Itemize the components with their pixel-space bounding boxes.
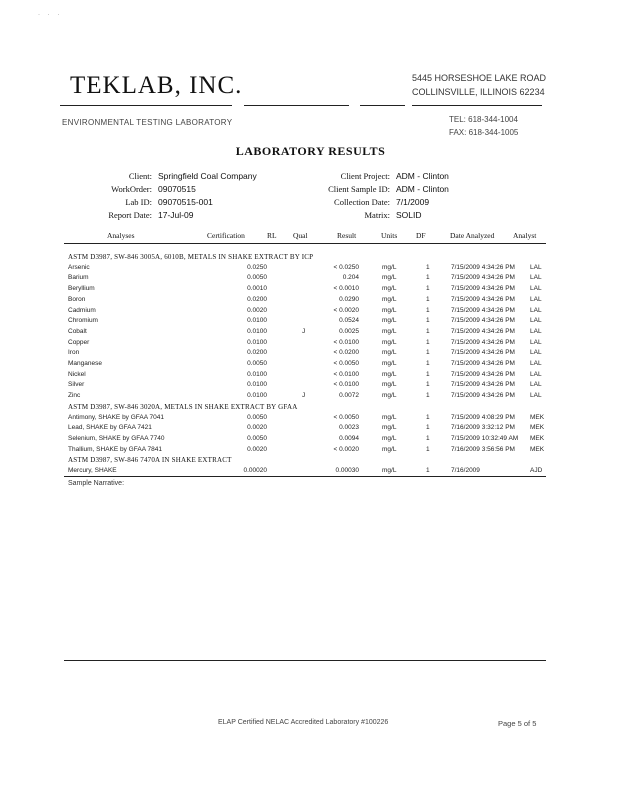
row-units: mg/L bbox=[382, 413, 397, 421]
row-analyte: Nickel bbox=[68, 370, 86, 378]
project-value: ADM - Clinton bbox=[396, 171, 449, 181]
row-rl: 0.0020 bbox=[247, 306, 267, 314]
row-analyte: Cobalt bbox=[68, 327, 87, 335]
row-units: mg/L bbox=[382, 445, 397, 453]
row-date-analyzed: 7/15/2009 4:34:26 PM bbox=[451, 317, 515, 325]
row-analyst: LAL bbox=[530, 295, 542, 303]
row-units: mg/L bbox=[382, 424, 397, 432]
row-df: 1 bbox=[426, 295, 430, 303]
row-units: mg/L bbox=[382, 263, 397, 271]
matrix-label: Matrix: bbox=[364, 210, 390, 220]
row-date-analyzed: 7/15/2009 10:32:49 AM bbox=[451, 434, 519, 442]
collection-label: Collection Date: bbox=[334, 197, 390, 207]
row-analyst: LAL bbox=[530, 370, 542, 378]
row-rl: 0.0100 bbox=[247, 392, 267, 400]
row-df: 1 bbox=[426, 317, 430, 325]
row-rl: 0.0020 bbox=[247, 445, 267, 453]
row-units: mg/L bbox=[382, 360, 397, 367]
reportdate-value: 17-Jul-09 bbox=[158, 210, 194, 220]
row-result: 0.0524 bbox=[339, 317, 359, 325]
row-df: 1 bbox=[426, 381, 430, 389]
col-result: Result bbox=[337, 231, 357, 240]
row-analyst: LAL bbox=[530, 263, 542, 271]
row-analyte: Silver bbox=[68, 381, 85, 389]
row-date-analyzed: 7/16/2009 3:32:12 PM bbox=[451, 424, 515, 432]
row-rl: 0.0100 bbox=[247, 370, 267, 378]
lab-name: ENVIRONMENTAL TESTING LABORATORY bbox=[62, 118, 233, 127]
row-df: 1 bbox=[426, 306, 430, 314]
row-date-analyzed: 7/15/2009 4:34:26 PM bbox=[451, 285, 515, 293]
row-units: mg/L bbox=[382, 392, 397, 400]
row-rl: 0.0050 bbox=[247, 434, 267, 442]
row-analyte: Barium bbox=[68, 274, 89, 282]
row-date-analyzed: 7/15/2009 4:34:26 PM bbox=[451, 360, 515, 367]
row-analyst: LAL bbox=[530, 392, 542, 400]
row-analyte: Manganese bbox=[68, 360, 102, 367]
row-units: mg/L bbox=[382, 317, 397, 325]
row-analyte: Zinc bbox=[68, 392, 81, 400]
row-units: mg/L bbox=[382, 274, 397, 282]
row-date-analyzed: 7/15/2009 4:34:26 PM bbox=[451, 349, 515, 357]
page-number: Page 5 of 5 bbox=[498, 719, 537, 728]
row-rl: 0.0100 bbox=[247, 327, 267, 335]
labid-value: 09070515-001 bbox=[158, 197, 213, 207]
row-analyst: MEK bbox=[530, 424, 545, 432]
row-df: 1 bbox=[426, 467, 430, 474]
row-units: mg/L bbox=[382, 349, 397, 357]
row-rl: 0.0050 bbox=[247, 360, 267, 367]
row-analyte: Beryllium bbox=[68, 285, 95, 293]
row-analyst: MEK bbox=[530, 445, 545, 453]
header-rule-mid2 bbox=[360, 105, 405, 106]
row-result: < 0.0100 bbox=[333, 381, 359, 389]
row-result: < 0.0050 bbox=[333, 360, 359, 367]
row-analyst: MEK bbox=[530, 434, 545, 442]
row-date-analyzed: 7/15/2009 4:34:26 PM bbox=[451, 338, 515, 346]
reportdate-label: Report Date: bbox=[108, 210, 152, 220]
row-analyst: LAL bbox=[530, 285, 542, 293]
row-analyte: Boron bbox=[68, 295, 86, 303]
sampleid-value: ADM - Clinton bbox=[396, 184, 449, 194]
row-rl: 0.0020 bbox=[247, 424, 267, 432]
row-units: mg/L bbox=[382, 434, 397, 442]
row-analyte: Thallium, SHAKE by GFAA 7841 bbox=[68, 445, 162, 453]
row-date-analyzed: 7/15/2009 4:34:26 PM bbox=[451, 263, 515, 271]
row-analyte: Cadmium bbox=[68, 306, 96, 314]
row-rl: 0.0050 bbox=[247, 274, 267, 282]
row-rl: 0.00020 bbox=[243, 467, 267, 474]
sampleid-label: Client Sample ID: bbox=[328, 184, 390, 194]
row-result: < 0.0020 bbox=[333, 445, 359, 453]
row-rl: 0.0200 bbox=[247, 295, 267, 303]
row-analyte: Chromium bbox=[68, 317, 98, 325]
row-result: < 0.0250 bbox=[333, 263, 359, 271]
row-rl: 0.0100 bbox=[247, 381, 267, 389]
row-df: 1 bbox=[426, 338, 430, 346]
table-header-rule bbox=[64, 243, 546, 244]
row-df: 1 bbox=[426, 285, 430, 293]
row-df: 1 bbox=[426, 349, 430, 357]
col-date-analyzed: Date Analyzed bbox=[450, 231, 495, 240]
col-analyst: Analyst bbox=[513, 231, 537, 240]
row-result: 0.0290 bbox=[339, 295, 359, 303]
workorder-label: WorkOrder: bbox=[111, 184, 152, 194]
client-label: Client: bbox=[128, 171, 152, 181]
row-result: < 0.0100 bbox=[333, 370, 359, 378]
project-label: Client Project: bbox=[340, 171, 390, 181]
row-qual: J bbox=[302, 392, 306, 400]
row-date-analyzed: 7/15/2009 4:34:26 PM bbox=[451, 306, 515, 314]
row-rl: 0.0050 bbox=[247, 413, 267, 421]
row-units: mg/L bbox=[382, 338, 397, 346]
row-date-analyzed: 7/16/2009 3:56:56 PM bbox=[451, 445, 515, 453]
row-analyst: LAL bbox=[530, 306, 542, 314]
row-analyte: Mercury, SHAKE bbox=[68, 467, 117, 474]
row-df: 1 bbox=[426, 263, 430, 271]
row-analyte: Copper bbox=[68, 338, 90, 346]
row-rl: 0.0100 bbox=[247, 338, 267, 346]
row-result: 0.0072 bbox=[339, 392, 359, 400]
row-result: < 0.0100 bbox=[333, 338, 359, 346]
row-qual: J bbox=[302, 327, 306, 335]
company-name: TEKLAB, INC. bbox=[70, 72, 243, 99]
row-analyte: Antimony, SHAKE by GFAA 7041 bbox=[68, 413, 164, 421]
header-rule-right bbox=[412, 105, 542, 106]
row-result: 0.00030 bbox=[335, 467, 359, 474]
row-units: mg/L bbox=[382, 306, 397, 314]
row-analyst: LAL bbox=[530, 274, 542, 282]
report-title: LABORATORY RESULTS bbox=[235, 144, 386, 158]
scan-marks: · · · bbox=[38, 12, 63, 18]
matrix-value: SOLID bbox=[396, 210, 422, 220]
header-rule-mid bbox=[244, 105, 349, 106]
row-df: 1 bbox=[426, 434, 430, 442]
row-analyte: Lead, SHAKE by GFAA 7421 bbox=[68, 424, 152, 432]
row-analyst: MEK bbox=[530, 413, 545, 421]
row-result: < 0.0050 bbox=[333, 413, 359, 421]
row-date-analyzed: 7/15/2009 4:34:26 PM bbox=[451, 295, 515, 303]
row-units: mg/L bbox=[382, 327, 397, 335]
row-analyte: Arsenic bbox=[68, 263, 90, 271]
col-certification: Certification bbox=[207, 231, 245, 240]
address-line-2: COLLINSVILLE, ILLINOIS 62234 bbox=[412, 87, 545, 97]
col-analyses: Analyses bbox=[107, 231, 135, 240]
row-df: 1 bbox=[426, 274, 430, 282]
row-rl: 0.0200 bbox=[247, 349, 267, 357]
row-df: 1 bbox=[426, 370, 430, 378]
table-bottom-rule bbox=[64, 476, 546, 477]
row-analyst: LAL bbox=[530, 349, 542, 357]
row-analyst: AJD bbox=[530, 467, 543, 474]
row-result: < 0.0200 bbox=[333, 349, 359, 357]
collection-value: 7/1/2009 bbox=[396, 197, 430, 207]
col-qual: Qual bbox=[293, 231, 308, 240]
row-df: 1 bbox=[426, 360, 430, 367]
row-date-analyzed: 7/15/2009 4:34:26 PM bbox=[451, 381, 515, 389]
row-units: mg/L bbox=[382, 381, 397, 389]
address-line-1: 5445 HORSESHOE LAKE ROAD bbox=[412, 73, 547, 83]
row-units: mg/L bbox=[382, 467, 397, 474]
col-units: Units bbox=[381, 231, 398, 240]
row-df: 1 bbox=[426, 413, 430, 421]
narrative-bottom-rule bbox=[64, 660, 546, 661]
row-result: 0.0023 bbox=[339, 424, 359, 432]
section-title: ASTM D3987, SW-846 7470A IN SHAKE EXTRACT bbox=[68, 456, 232, 465]
row-df: 1 bbox=[426, 327, 430, 335]
col-rl: RL bbox=[267, 231, 277, 240]
row-analyst: LAL bbox=[530, 360, 542, 367]
row-analyst: LAL bbox=[530, 381, 542, 389]
row-rl: 0.0100 bbox=[247, 317, 267, 325]
row-rl: 0.0010 bbox=[247, 285, 267, 293]
row-analyst: LAL bbox=[530, 327, 542, 335]
sample-narrative-label: Sample Narrative: bbox=[68, 480, 125, 487]
client-value: Springfield Coal Company bbox=[158, 171, 257, 181]
row-df: 1 bbox=[426, 392, 430, 400]
section-title: ASTM D3987, SW-846 3020A, METALS IN SHAKE EXTRACT BY GFAA bbox=[68, 402, 298, 411]
row-date-analyzed: 7/15/2009 4:34:26 PM bbox=[451, 274, 515, 282]
phone-fax: FAX: 618-344-1005 bbox=[449, 128, 519, 137]
col-df: DF bbox=[416, 231, 426, 240]
row-date-analyzed: 7/15/2009 4:34:26 PM bbox=[451, 370, 515, 378]
row-analyst: LAL bbox=[530, 317, 542, 325]
row-units: mg/L bbox=[382, 295, 397, 303]
row-df: 1 bbox=[426, 424, 430, 432]
row-analyte: Selenium, SHAKE by GFAA 7740 bbox=[68, 434, 165, 442]
phone-tel: TEL: 618-344-1004 bbox=[449, 115, 518, 124]
row-result: 0.204 bbox=[342, 274, 359, 282]
header-rule-left bbox=[60, 105, 232, 106]
row-date-analyzed: 7/15/2009 4:34:26 PM bbox=[451, 392, 515, 400]
row-analyst: LAL bbox=[530, 338, 542, 346]
workorder-value: 09070515 bbox=[158, 184, 196, 194]
row-result: < 0.0020 bbox=[333, 306, 359, 314]
row-rl: 0.0250 bbox=[247, 263, 267, 271]
row-units: mg/L bbox=[382, 370, 397, 378]
row-date-analyzed: 7/16/2009 bbox=[451, 467, 480, 474]
row-result: < 0.0010 bbox=[333, 285, 359, 293]
row-date-analyzed: 7/15/2009 4:34:26 PM bbox=[451, 327, 515, 335]
row-result: 0.0025 bbox=[339, 327, 359, 335]
labid-label: Lab ID: bbox=[125, 197, 152, 207]
row-date-analyzed: 7/15/2009 4:08:29 PM bbox=[451, 413, 515, 421]
row-result: 0.0094 bbox=[339, 434, 359, 442]
section-title: ASTM D3987, SW-846 3005A, 6010B, METALS IN SHAKE EXTRACT BY ICP bbox=[68, 253, 314, 261]
footer-accreditation: ELAP Certified NELAC Accredited Laboratory #100226 bbox=[218, 719, 389, 726]
row-analyte: Iron bbox=[68, 349, 80, 357]
row-df: 1 bbox=[426, 445, 430, 453]
row-units: mg/L bbox=[382, 285, 397, 293]
